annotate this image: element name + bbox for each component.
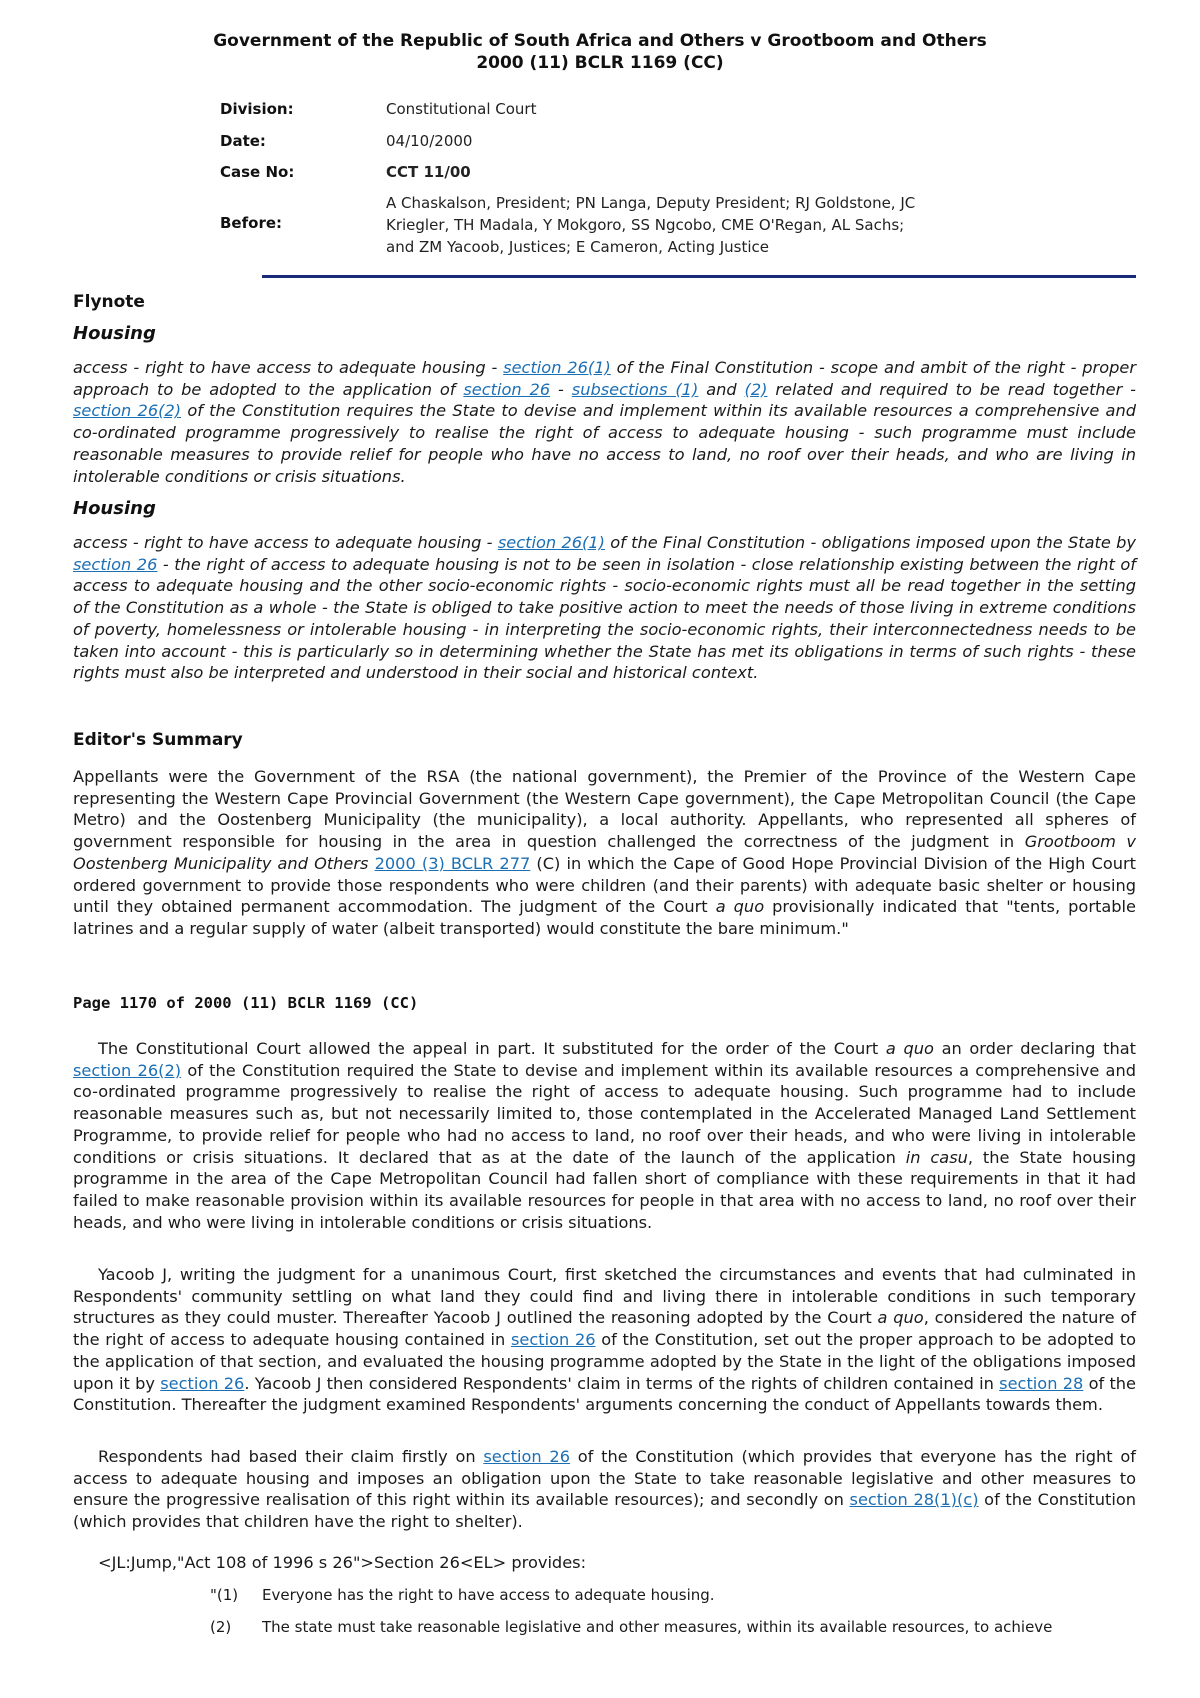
- text-run: of the Constitution (which provides that children have the right to shelter).: [73, 1490, 1136, 1532]
- text-run: -: [550, 379, 572, 399]
- section-link[interactable]: section 26(1): [503, 358, 611, 377]
- flynote-heading: Flynote: [73, 292, 145, 312]
- text-run: of the Constitution. Thereafter the judgment examined Respondents' arguments concerning the conduct of Appellants towards them.: [73, 1373, 1137, 1415]
- flynote-subheading: Housing: [73, 498, 156, 519]
- text-run: provisionally indicated that "tents, portable latrines and a regular supply of water (albeit transported) would constitute the bare minimum.": [73, 897, 1136, 938]
- latin-term: a quo: [877, 1308, 924, 1328]
- subsection-text: The state must take reasonable legislative and other measures, within its available resources, to achieve: [262, 1618, 1053, 1636]
- text-run: access - right to have access to adequate housing -: [73, 533, 498, 552]
- quoted-subsection: [210, 1586, 715, 1604]
- division-label: Division:: [220, 100, 294, 118]
- subsection-number: "(1): [210, 1586, 239, 1604]
- text-run: an order declaring that: [933, 1039, 1136, 1058]
- text-run: Yacoob J, writing the judgment for a unanimous Court, first sketched the circumstances and events that had culminated in Respondents' community settling on what land they could find and living there in intolerable conditions in such temporary structures as they could muster. Thereafter Yacoob J outlined the reasoning adopted by the Court: [73, 1265, 1136, 1328]
- latin-term: a quo: [885, 1039, 934, 1058]
- text-run: Respondents had based their claim firstly on: [98, 1447, 484, 1466]
- case-no-value: CCT 11/00: [386, 163, 471, 181]
- text-run: of the Constitution required the State to devise and implement within its available resources a comprehensive and co-ordinated programme progressively to realise the right of access to adequate housing. Such programme had to include reasonable measures such as, but not necessarily limited to, those contemplated in the Accelerated Managed Land Settlement Programme, to provide relief for people who had no access to land, no roof over their heads, and who were living in intolerable conditions or crisis situations. It declared that as at the date of the launch of the application: [73, 1060, 1136, 1167]
- section-link[interactable]: section 26(2): [73, 401, 182, 421]
- date-value: 04/10/2000: [386, 132, 473, 150]
- flynote-paragraph: [73, 532, 1136, 684]
- section-link[interactable]: subsections (1): [571, 379, 699, 399]
- body-paragraph: [73, 1446, 1136, 1533]
- date-label: Date:: [220, 132, 266, 150]
- section-link[interactable]: section 26(2): [73, 1060, 182, 1080]
- before-line: and ZM Yacoob, Justices; E Cameron, Acting Justice: [386, 238, 769, 256]
- text-run: of the Final Constitution - obligations imposed upon the State by: [604, 533, 1136, 552]
- case-citation: 2000 (11) BCLR 1169 (CC): [476, 53, 724, 73]
- case-title: Government of the Republic of South Africa and Others v Grootboom and Others: [213, 31, 987, 51]
- before-line: A Chaskalson, President; PN Langa, Deputy President; RJ Goldstone, JC: [386, 194, 916, 212]
- summary-heading: Editor's Summary: [73, 730, 243, 750]
- before-line: Kriegler, TH Madala, Y Mokgoro, SS Ngcobo, CME O'Regan, AL Sachs;: [386, 216, 905, 234]
- jump-link-line: <JL:Jump,"Act 108 of 1996 s 26">Section 26<EL> provides:: [98, 1553, 587, 1572]
- subsection-number: (2): [210, 1618, 232, 1636]
- section-link[interactable]: section 26(1): [497, 533, 605, 552]
- latin-term: in casu: [905, 1147, 968, 1167]
- section-link[interactable]: section 28(1)(c): [849, 1490, 979, 1510]
- text-run: and: [698, 379, 745, 399]
- subsection-text: Everyone has the right to have access to adequate housing.: [262, 1586, 715, 1604]
- before-label: Before:: [220, 214, 283, 232]
- section-link[interactable]: section 26: [73, 554, 158, 574]
- page-reference: Page 1170 of 2000 (11) BCLR 1169 (CC): [73, 994, 419, 1012]
- section-link[interactable]: section 26: [463, 379, 551, 399]
- text-run: of the Constitution requires the State to devise and implement within its available resources a comprehensive and co-ordinated programme progressively to realise the right of access to adequate housing - such programme must include reasonable measures to provide relief for people who have no access to land, no roof over their heads, and who are living in intolerable conditions or crisis situations.: [73, 401, 1136, 486]
- text-run: , the State housing programme in the area of the Cape Metropolitan Council had fallen short of compliance with these requirements in that it had failed to make reasonable provision within its available resources for people in that area with no access to land, no roof over their heads, and who were living in intolerable conditions or crisis situations.: [73, 1147, 1136, 1232]
- text-run: . Yacoob J then considered Respondents' claim in terms of the rights of children contained in: [244, 1373, 1000, 1393]
- section-link[interactable]: section 28: [999, 1373, 1084, 1393]
- body-paragraph: [73, 1264, 1136, 1416]
- case-name: Grootboom v Oostenberg Municipality and Others: [73, 832, 1136, 873]
- text-run: - the right of access to adequate housing is not to be seen in isolation - close relationship existing between the right of access to adequate housing and the other socio-economic rights - socio-economic rights must all be read together in the setting of the Constitution as a whole - the State is obliged to take positive action to meet the needs of those living in extreme conditions of poverty, homelessness or intolerable housing - in interpreting the socio-economic rights, their interconnectedness needs to be taken into account - this is particularly so in determining whether the State has met its obligations in terms of such rights - these rights must also be interpreted and understood in their social and historical context.: [73, 554, 1136, 683]
- text-run: of the Constitution, set out the proper approach to be adopted to the application of that section, and evaluated the housing programme adopted by the State in the light of the obligations imposed upon it by: [73, 1330, 1136, 1393]
- text-run: , considered the nature of the right of access to adequate housing contained in: [73, 1308, 1137, 1350]
- flynote-subheading: Housing: [73, 323, 156, 344]
- section-link[interactable]: section 26: [483, 1447, 571, 1466]
- section-link[interactable]: section 26: [160, 1373, 245, 1393]
- quoted-subsection: [210, 1618, 1052, 1636]
- text-run: of the Final Constitution - scope and ambit of the right - proper approach to be adopted to the application of: [73, 358, 1136, 399]
- latin-term: a quo: [715, 897, 765, 917]
- header-divider: [262, 275, 1136, 278]
- text-run: access - right to have access to adequate housing -: [73, 358, 504, 377]
- text-run: related and required to be read together -: [767, 379, 1137, 399]
- flynote-paragraph: [73, 357, 1136, 487]
- section-link[interactable]: (2): [744, 379, 768, 399]
- text-run: The Constitutional Court allowed the appeal in part. It substituted for the order of the Court: [98, 1039, 886, 1058]
- body-paragraph: [73, 1038, 1136, 1233]
- division-value: Constitutional Court: [386, 100, 537, 118]
- text-run: (C) in which the Cape of Good Hope Provincial Division of the High Court ordered government to provide those respondents who were children (and their parents) with adequate basic shelter or housing until they obtained permanent accommodation. The judgment of the Court: [73, 853, 1136, 917]
- summary-paragraph: [73, 766, 1136, 940]
- section-link[interactable]: section 26: [510, 1330, 596, 1350]
- case-no-label: Case No:: [220, 163, 295, 181]
- before-value: [386, 192, 1006, 258]
- text-run: Appellants were the Government of the RSA (the national government), the Premier of the Province of the Western Cape representing the Western Cape Provincial Government (the Western Cape government), the Cape Metropolitan Council (the Cape Metro) and the Oostenberg Municipality (the municipality), a local authority. Appellants, who represented all spheres of government responsible for housing in the area in question challenged the correctness of the judgment in: [73, 767, 1136, 852]
- text-run: of the Constitution (which provides that everyone has the right of access to adequate housing and imposes an obligation upon the State to take reasonable legislative and other measures to ensure the progressive realisation of this right within its available resources); and secondly on: [73, 1447, 1137, 1510]
- citation-link[interactable]: 2000 (3) BCLR 277: [374, 853, 531, 873]
